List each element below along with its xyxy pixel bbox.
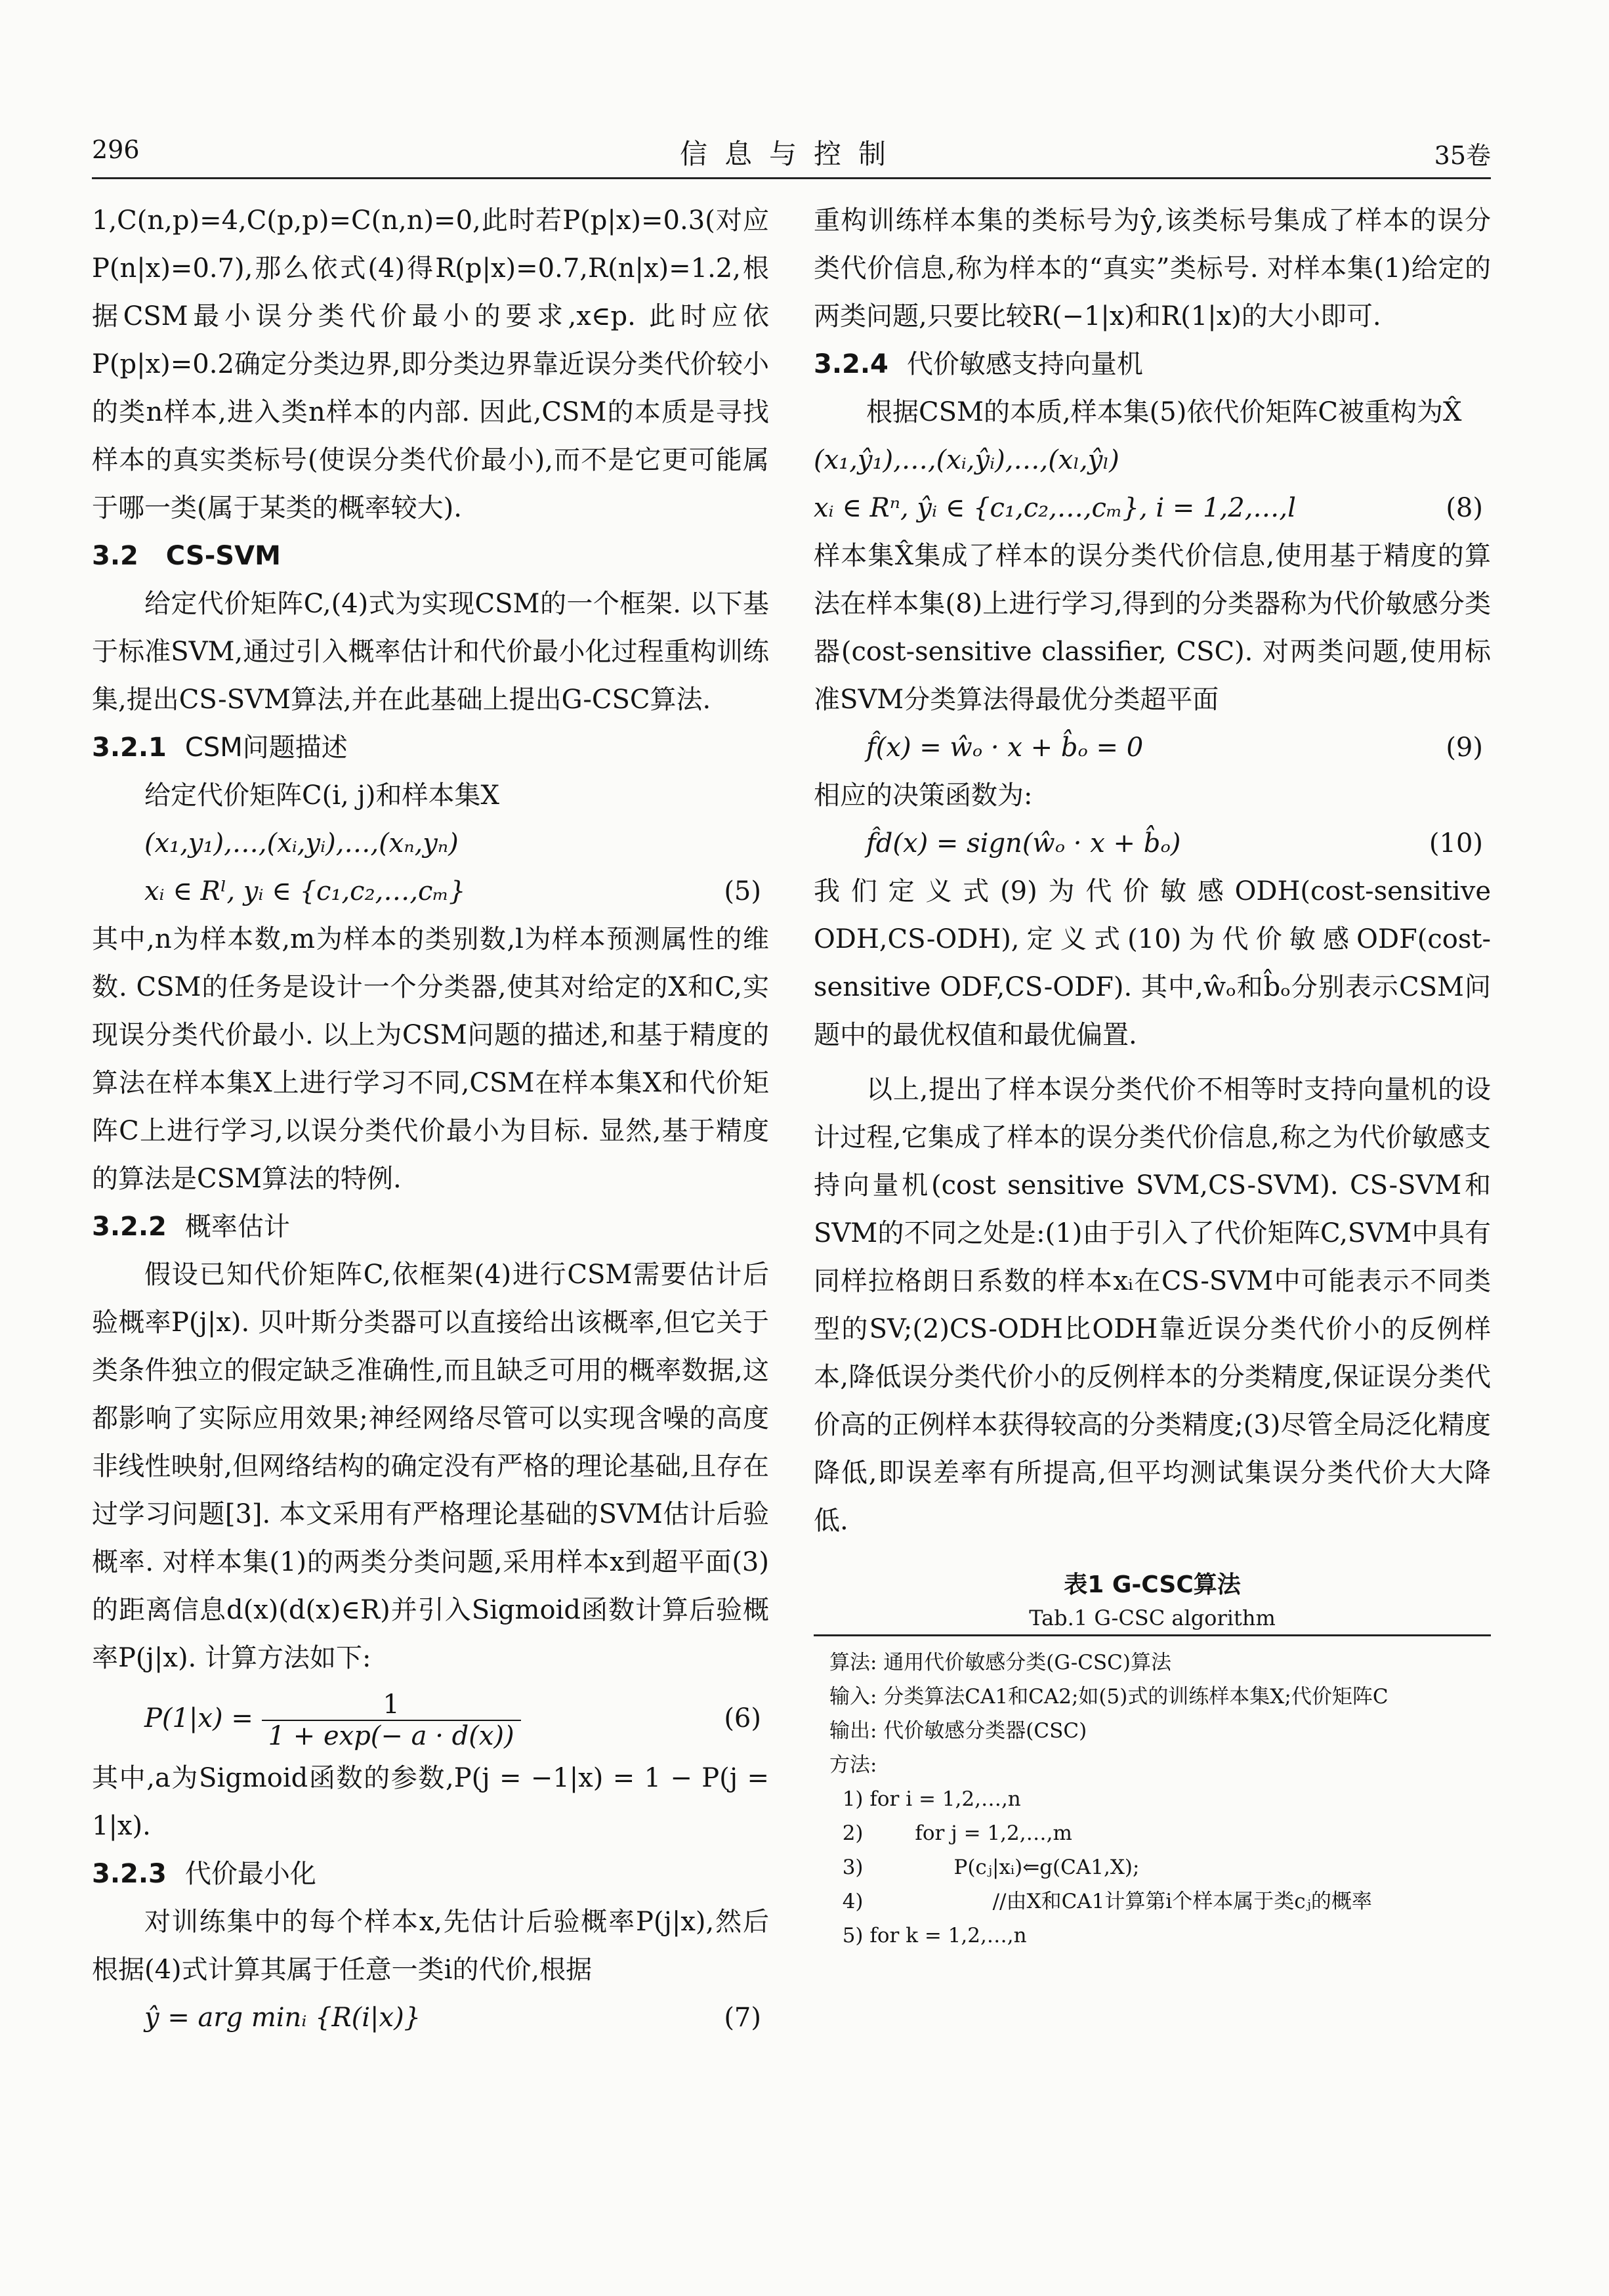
equation-7 [92, 1994, 769, 2042]
volume-label: 35卷 [1434, 141, 1491, 170]
right-column [814, 197, 1491, 1953]
algorithm-line: 输出: 代价敏感分类器(CSC) [829, 1719, 1087, 1743]
section-3-2-heading [92, 532, 769, 580]
reconstructed-set-equation [814, 436, 1491, 484]
equation-text: f̂(x) = ŵₒ · x + b̂ₒ = 0 [866, 733, 1144, 763]
equation-number: (10) [1429, 828, 1483, 859]
equation-text: ŷ = arg minᵢ {R(i|x)} [144, 2003, 421, 2033]
after-equation-10-paragraph: 我们定义式(9)为代价敏感ODH(cost-sensitive ODH,CS-ODH),定义式(10)为代价敏感ODF(cost-sensitive ODF,CS-ODF). 其中,ŵₒ和b̂ₒ分别表示CSM问题中的最优权值和最优偏置. [814, 876, 1491, 1050]
equation-9 [814, 724, 1491, 772]
algorithm-line: 4) //由X和CA1计算第i个样本属于类cⱼ的概率 [829, 1890, 1372, 1913]
summary-paragraph: 以上,提出了样本误分类代价不相等时支持向量机的设计过程,它集成了样本的误分类代价信息,称之为代价敏感支持向量机(cost sensitive SVM,CS-SVM). CS-SVM和SVM的不同之处是:(1)由于引入了代价矩阵C,SVM中具有同样拉格朗日系数的样本xᵢ在CS-SVM中可能表示不同类型的SV;(2)CS-ODH比ODH靠近误分类代价小的反例样本,降低误分类代价小的反例样本的分类精度,保证误分类代价高的正例样本获得较高的分类精度;(3)尽管全局泛化精度降低,即误差率有所提高,但平均测试集误分类代价大大降低. [814, 1074, 1491, 1536]
section-3-2-3-paragraph: 对训练集中的每个样本x,先估计后验概率P(j|x),然后根据(4)式计算其属于任意一类i的代价,根据 [92, 1907, 769, 1985]
intro-paragraph: 1,C(n,p)=4,C(p,p)=C(n,n)=0,此时若P(p|x)=0.3(对应P(n|x)=0.7),那么依式(4)得R(p|x)=0.7,R(n|x)=1.2,根据CSM最小误分类代价最小的要求,x∈p. 此时应依P(p|x)=0.2确定分类边界,即分类边界靠近误分类代价较小的类n样本,进入类n样本的内部. 因此,CSM的本质是寻找样本的真实类标号(使误分类代价最小),而不是它更可能属于哪一类(属于某类的概率较大). [92, 205, 769, 523]
running-header [92, 129, 1491, 175]
equation-8 [814, 484, 1491, 532]
equation-5 [92, 868, 769, 916]
fraction-denominator: 1 + exp(− a · d(x)) [268, 1721, 514, 1751]
equation-number: (9) [1446, 733, 1483, 763]
algorithm-line: 算法: 通用代价敏感分类(G-CSC)算法 [829, 1651, 1171, 1674]
subsection-title: 代价敏感支持向量机 [906, 349, 1143, 379]
equation-text: xᵢ ∈ Rˡ, yᵢ ∈ {c₁,c₂,…,cₘ} [144, 876, 466, 906]
section-3-2-2-paragraph: 假设已知代价矩阵C,依框架(4)进行CSM需要估计后验概率P(j|x). 贝叶斯分类器可以直接给出该概率,但它关于类条件独立的假定缺乏准确性,而且缺乏可用的概率数据,这都影响了实际应用效果;神经网络尽管可以实现含噪的高度非线性映射,但网络结构的确定没有严格的理论基础,且存在过学习问题[3]. 本文采用有严格理论基础的SVM估计后验概率. 对样本集(1)的两类分类问题,采用样本x到超平面(3)的距离信息d(x)(d(x)∈R)并引入Sigmoid函数计算后验概率P(j|x). 计算方法如下: [92, 1260, 769, 1673]
section-3-2-paragraph: 给定代价矩阵C,(4)式为实现CSM的一个框架. 以下基于标准SVM,通过引入概率估计和代价最小化过程重构训练集,提出CS-SVM算法,并在此基础上提出G-CSC算法. [92, 589, 769, 715]
caption-text: 表1 G-CSC算法 [1064, 1571, 1241, 1598]
subsection-title: 代价最小化 [184, 1859, 316, 1889]
after-equation-8-paragraph: 样本集X̂集成了样本的误分类代价信息,使用基于精度的算法在样本集(8)上进行学习,得到的分类器称为代价敏感分类器(cost-sensitive classifier, CSC). 对两类问题,使用标准SVM分类算法得最优分类超平面 [814, 541, 1491, 715]
journal-title: 信息与控制 [679, 138, 903, 170]
equation-text: (x₁,y₁),…,(xᵢ,yᵢ),…,(xₙ,yₙ) [144, 828, 459, 859]
after-equation-6-paragraph: 其中,a为Sigmoid函数的参数,P(j = −1|x) = 1 − P(j = 1|x). [92, 1763, 769, 1841]
equation-number: (6) [724, 1703, 761, 1733]
equation-lhs: P(1|x) = [144, 1703, 253, 1733]
equation-number: (8) [1446, 493, 1483, 523]
section-3-2-4-heading [814, 341, 1491, 389]
page-number: 296 [92, 135, 140, 164]
subsection-title: 概率估计 [184, 1212, 290, 1242]
section-3-2-4-paragraph: 根据CSM的本质,样本集(5)依代价矩阵C被重构为X̂ [866, 397, 1462, 427]
decision-function-paragraph: 相应的决策函数为: [814, 780, 1033, 811]
equation-text: (x₁,ŷ₁),…,(xᵢ,ŷᵢ),…,(xₗ,ŷₗ) [814, 445, 1119, 475]
table-caption-en: Tab.1 G-CSC algorithm [1029, 1605, 1276, 1630]
subsection-number: 3.2.1 [92, 733, 167, 763]
fraction-numerator: 1 [262, 1690, 521, 1721]
equation-fraction [262, 1690, 521, 1751]
section-3-2-3-heading [92, 1850, 769, 1898]
table-1 [814, 1569, 1491, 1953]
algorithm-line: 输入: 分类算法CA1和CA2;如(5)式的训练样本集X;代价矩阵C [829, 1685, 1389, 1709]
algorithm-listing [814, 1636, 1491, 1953]
table-caption-cn [814, 1569, 1491, 1602]
equation-number: (5) [724, 876, 761, 906]
left-column [92, 197, 769, 2042]
algorithm-line: 1) for i = 1,2,…,n [829, 1787, 1021, 1811]
given-paragraph: 给定代价矩阵C(i, j)和样本集X [144, 780, 499, 811]
algorithm-line: 2) for j = 1,2,…,m [829, 1821, 1072, 1845]
subsection-number: 3.2.2 [92, 1212, 167, 1242]
equation-10 [814, 820, 1491, 868]
section-number: 3.2 [92, 541, 138, 571]
algorithm-line: 方法: [829, 1753, 877, 1777]
subsection-title: CSM问题描述 [184, 733, 348, 763]
section-title: CS-SVM [165, 541, 281, 571]
sample-set-equation [92, 820, 769, 868]
equation-6 [92, 1682, 769, 1754]
section-3-2-1-paragraph: 其中,n为样本数,m为样本的类别数,l为样本预测属性的维数. CSM的任务是设计一个分类器,使其对给定的X和C,实现误分类代价最小. 以上为CSM问题的描述,和基于精度的算法在样本集X上进行学习不同,CSM在样本集X和代价矩阵C上进行学习,以误分类代价最小为目标. 显然,基于精度的算法是CSM算法的特例. [92, 924, 769, 1194]
subsection-number: 3.2.4 [814, 349, 888, 379]
algorithm-line: 3) P(cⱼ|xᵢ)⇐g(CA1,X); [829, 1856, 1140, 1879]
section-3-2-1-heading [92, 724, 769, 772]
equation-text: f̂d(x) = sign(ŵₒ · x + b̂ₒ) [866, 828, 1181, 859]
section-3-2-2-heading [92, 1203, 769, 1251]
algorithm-line: 5) for k = 1,2,…,n [829, 1924, 1027, 1947]
equation-number: (7) [724, 2003, 761, 2033]
continued-paragraph: 重构训练样本集的类标号为ŷ,该类标号集成了样本的误分类代价信息,称为样本的“真实”类标号. 对样本集(1)给定的两类问题,只要比较R(−1|x)和R(1|x)的大小即可. [814, 205, 1491, 331]
equation-text: xᵢ ∈ Rⁿ, ŷᵢ ∈ {c₁,c₂,…,cₘ}, i = 1,2,…,l [814, 493, 1296, 523]
subsection-number: 3.2.3 [92, 1859, 167, 1889]
header-rule [92, 177, 1491, 179]
